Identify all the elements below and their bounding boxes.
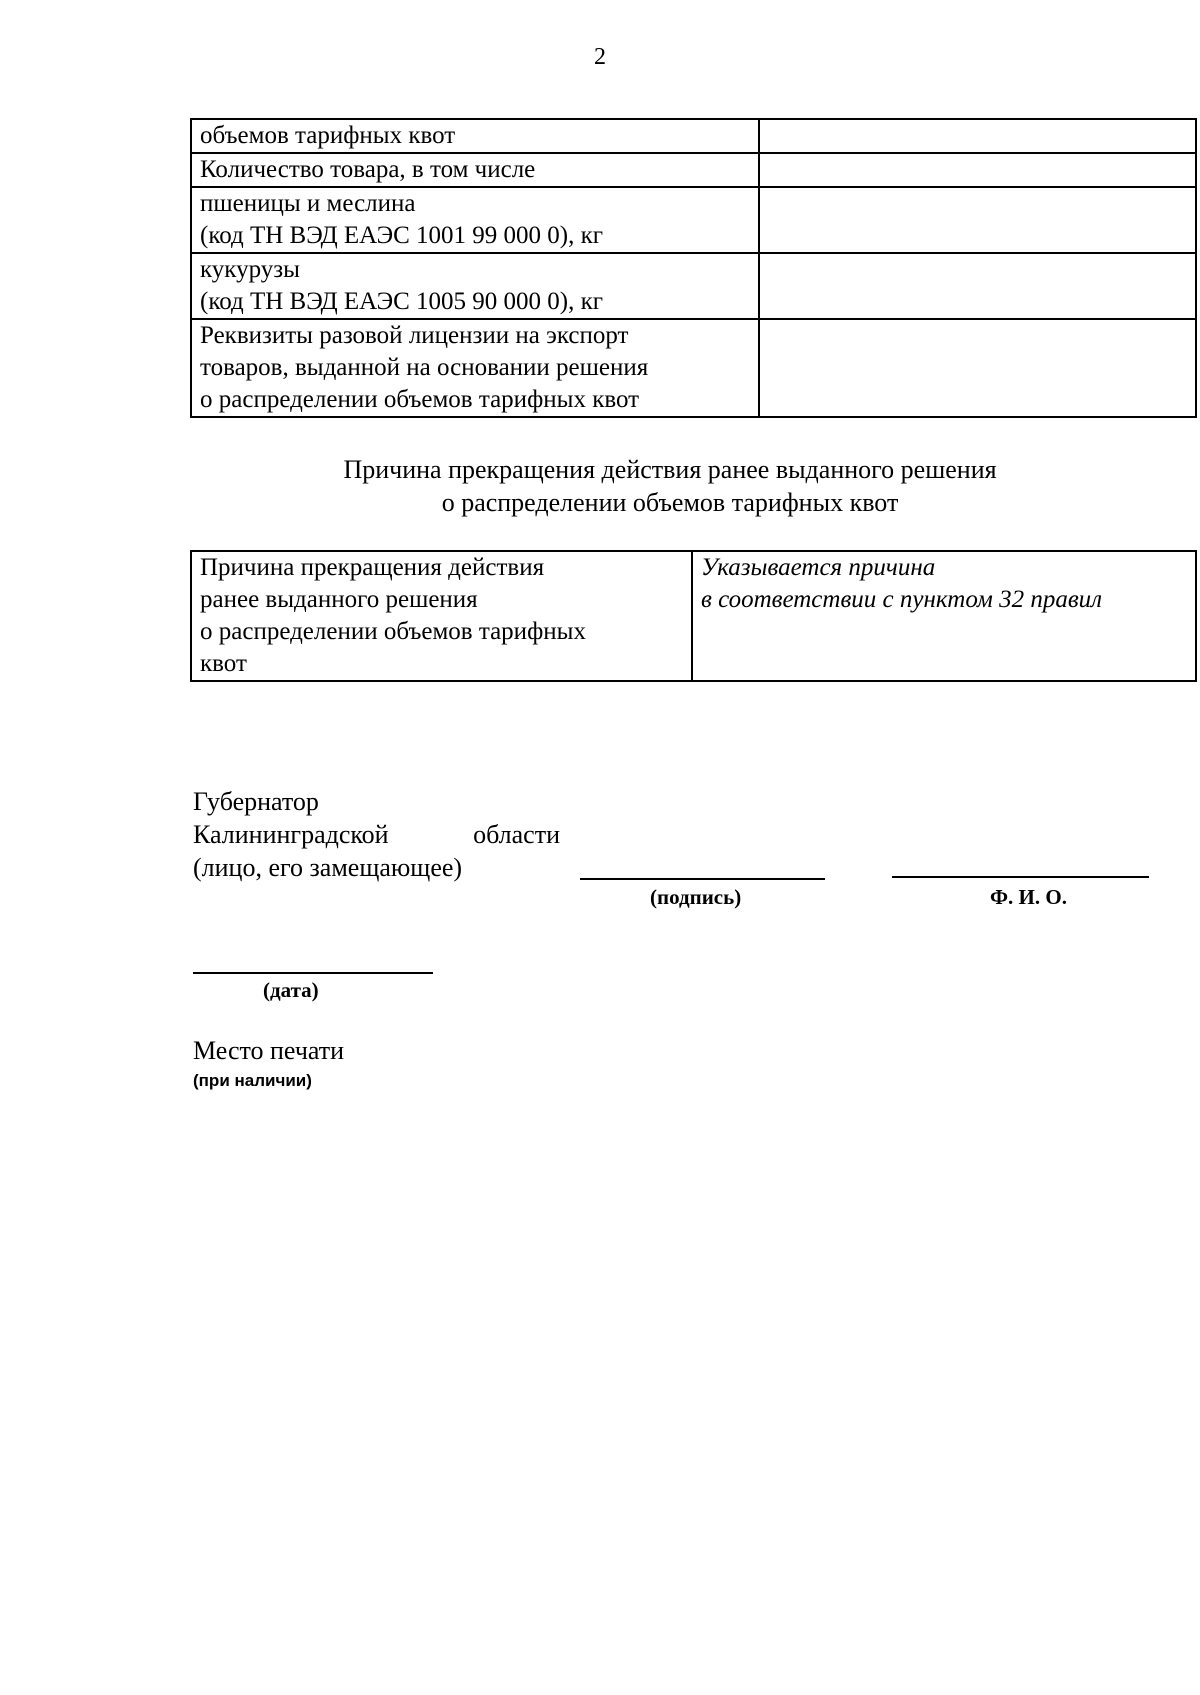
- signatory-block: [193, 785, 560, 884]
- cell-text: (код ТН ВЭД ЕАЭС 1005 90 000 0), кг: [200, 288, 604, 315]
- cell-text: (код ТН ВЭД ЕАЭС 1001 99 000 0), кг: [200, 222, 604, 249]
- cell-text: Реквизиты разовой лицензии на экспорт: [200, 322, 629, 349]
- table-cell-value[interactable]: [759, 253, 1196, 319]
- table-row: [191, 187, 1196, 253]
- cell-text: квот: [200, 650, 247, 677]
- table-cell-label: [191, 253, 759, 319]
- cell-text: пшеницы и меслина: [200, 190, 416, 217]
- table-row: [191, 119, 1196, 153]
- cell-text: в соответствии с пунктом 32 правил: [701, 586, 1103, 613]
- table-cell-value[interactable]: [759, 319, 1196, 417]
- signatory-region-word: области: [473, 820, 560, 849]
- table-cell-value[interactable]: [692, 551, 1196, 681]
- signature-caption: (подпись): [650, 885, 742, 909]
- table-cell-value[interactable]: [759, 187, 1196, 253]
- cell-text: товаров, выданной на основании решения: [200, 354, 649, 381]
- section-heading-line: Причина прекращения действия ранее выданного решения: [343, 455, 997, 484]
- stamp-place-note: (при наличии): [193, 1071, 312, 1090]
- full-name-caption: Ф. И. О.: [990, 885, 1067, 909]
- table-row: [191, 551, 1196, 681]
- table-cell-label: [191, 153, 759, 187]
- table-row: [191, 253, 1196, 319]
- table-cell-label: [191, 551, 692, 681]
- table-cell-label: [191, 119, 759, 153]
- quota-details-table: [190, 118, 1197, 418]
- page-number: 2: [594, 44, 606, 70]
- cell-text: кукурузы: [200, 256, 300, 283]
- table-cell-value[interactable]: [759, 119, 1196, 153]
- table-row: [191, 153, 1196, 187]
- cell-text: Указывается причина: [701, 554, 936, 581]
- termination-reason-table: [190, 550, 1197, 682]
- signatory-region-name: Калининградской: [193, 820, 389, 849]
- table-cell-label: [191, 319, 759, 417]
- table-cell-label: [191, 187, 759, 253]
- cell-text: Количество товара, в том числе: [200, 156, 536, 183]
- table-cell-value[interactable]: [759, 153, 1196, 187]
- signatory-title: Губернатор: [193, 787, 319, 816]
- signatory-deputy-note: (лицо, его замещающее): [193, 853, 463, 882]
- full-name-field[interactable]: [892, 876, 1149, 878]
- date-field[interactable]: [193, 972, 433, 974]
- signature-field[interactable]: [580, 878, 825, 880]
- section-heading: [0, 453, 1200, 519]
- cell-text: Причина прекращения действия: [200, 554, 545, 581]
- table-row: [191, 319, 1196, 417]
- date-caption: (дата): [263, 978, 319, 1002]
- cell-text: ранее выданного решения: [200, 586, 478, 613]
- cell-text: о распределении объемов тарифных: [200, 618, 586, 645]
- cell-text: о распределении объемов тарифных квот: [200, 386, 640, 413]
- signatory-region: [193, 818, 560, 851]
- stamp-place-label: Место печати: [193, 1036, 345, 1065]
- cell-text: объемов тарифных квот: [200, 122, 456, 149]
- section-heading-line: о распределении объемов тарифных квот: [441, 488, 899, 517]
